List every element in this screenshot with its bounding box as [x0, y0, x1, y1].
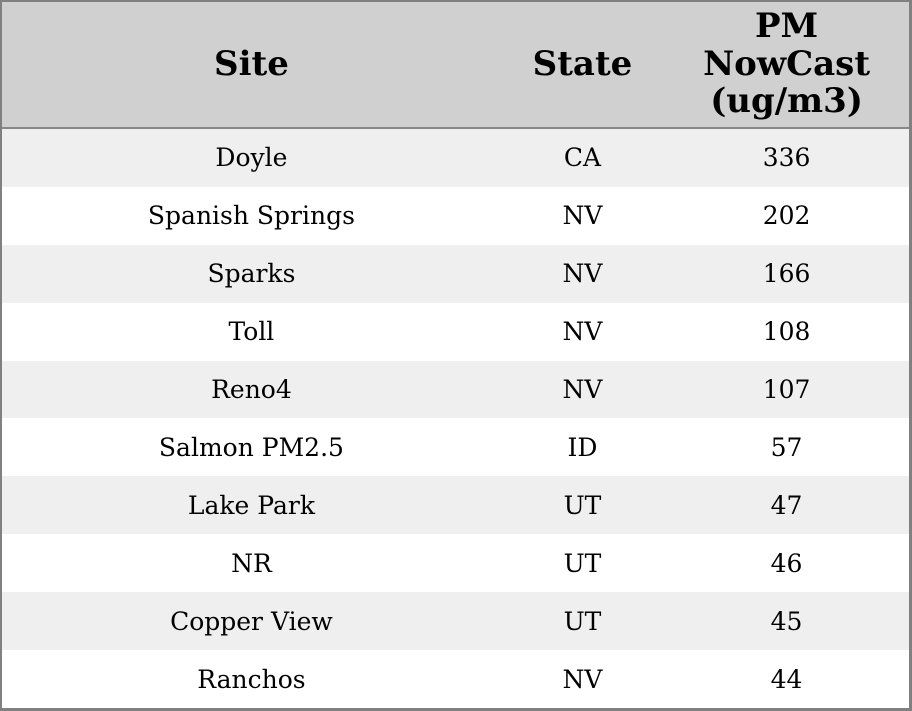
- value-cell: 166: [762, 259, 811, 289]
- table-row: [2, 361, 909, 419]
- value-cell: 46: [770, 548, 803, 578]
- value-cell: 47: [770, 490, 803, 520]
- table-body: [2, 128, 909, 708]
- state-cell: CA: [563, 143, 602, 173]
- table-header: [2, 2, 909, 128]
- table-row: [2, 187, 909, 245]
- site-cell: NR: [231, 548, 272, 578]
- table-row: [2, 418, 909, 476]
- value-cell: 107: [762, 375, 811, 405]
- site-cell: Copper View: [170, 606, 333, 636]
- state-cell: NV: [562, 259, 603, 289]
- pm-nowcast-header-label: PM NowCast (ug/m3): [703, 6, 871, 122]
- header-row: [2, 2, 909, 128]
- table-row: [2, 303, 909, 361]
- value-cell: 57: [770, 432, 803, 462]
- state-cell: NV: [562, 201, 603, 231]
- value-cell: 108: [762, 317, 811, 347]
- site-cell: Reno4: [211, 375, 292, 405]
- table-row: [2, 128, 909, 187]
- value-cell: 202: [762, 201, 811, 231]
- site-cell: Salmon PM2.5: [158, 432, 344, 462]
- state-cell: NV: [562, 664, 603, 694]
- site-cell: Sparks: [207, 259, 296, 289]
- column-header-site: Site: [2, 2, 501, 128]
- pm-nowcast-table: [2, 2, 909, 708]
- state-cell: UT: [563, 606, 602, 636]
- table-row: [2, 476, 909, 534]
- state-cell: NV: [562, 375, 603, 405]
- state-cell: ID: [567, 432, 598, 462]
- site-cell: Toll: [228, 317, 275, 347]
- table-row: [2, 245, 909, 303]
- state-cell: UT: [563, 548, 602, 578]
- column-header-state: State: [501, 2, 664, 128]
- site-cell: Doyle: [215, 143, 288, 173]
- table-row: [2, 534, 909, 592]
- site-cell: Spanish Springs: [147, 201, 355, 231]
- table-row: [2, 650, 909, 708]
- state-cell: NV: [562, 317, 603, 347]
- value-cell: 336: [762, 143, 811, 173]
- site-cell: Ranchos: [197, 664, 306, 694]
- state-cell: UT: [563, 490, 602, 520]
- value-cell: 44: [770, 664, 803, 694]
- table-row: [2, 592, 909, 650]
- site-cell: Lake Park: [187, 490, 315, 520]
- value-cell: 45: [770, 606, 803, 636]
- column-header-pm-nowcast: [664, 2, 909, 128]
